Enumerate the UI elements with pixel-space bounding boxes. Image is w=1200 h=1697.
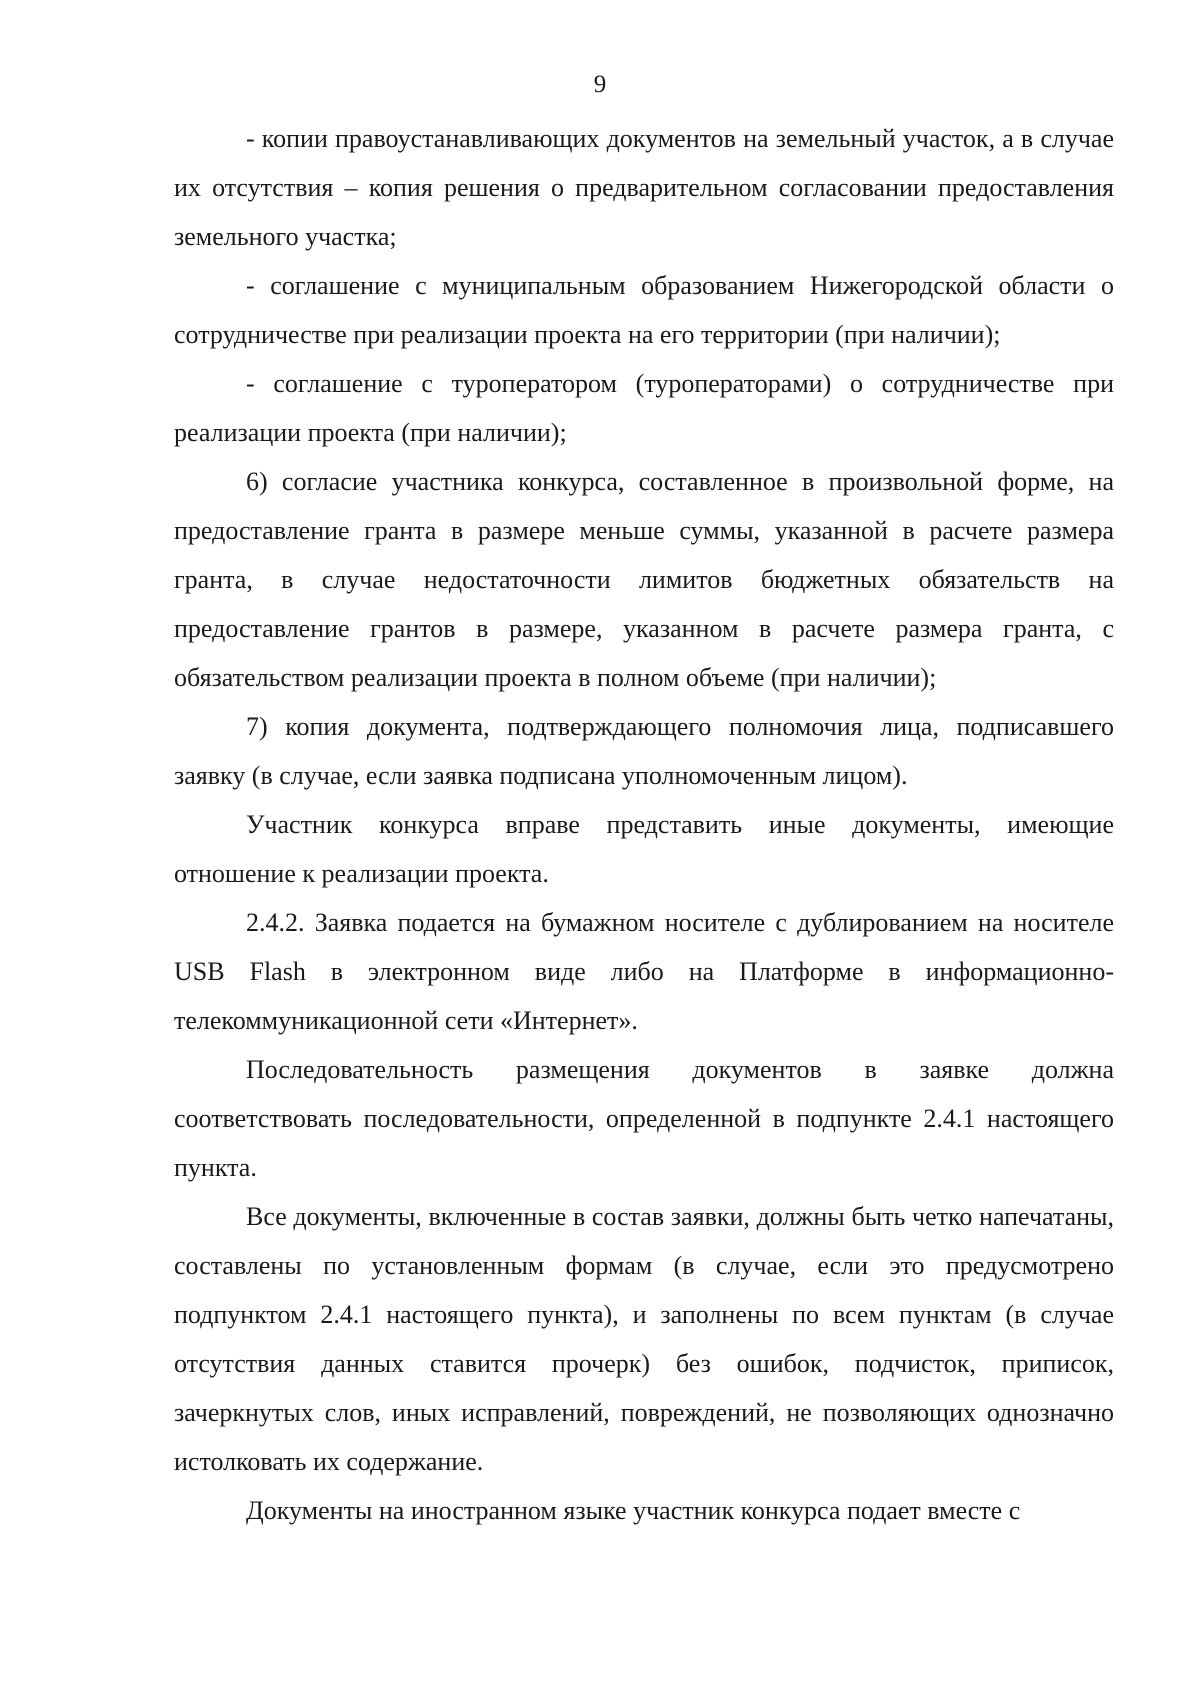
- paragraph-land-documents: - копии правоустанавливающих документов на земельный участок, а в случае их отсутствия – копия решения о предварительном согласовании предоставления земельного участка;: [174, 124, 1114, 251]
- paragraph-item-7-authority: 7) копия документа, подтверждающего полномочия лица, подписавшего заявку (в случае, если заявка подписана уполномоченным лицом).: [174, 712, 1114, 790]
- paragraph-item-6-consent: 6) согласие участника конкурса, составленное в произвольной форме, на предоставление гранта в размере меньше суммы, указанной в расчете размера гранта, в случае недостаточности лимитов бюджетных обязательств на предоставление грантов в размере, указанном в расчете размера гранта, с обязательством реализации проекта в полном объеме (при наличии);: [174, 467, 1114, 692]
- paragraph-2-4-2-submission: 2.4.2. Заявка подается на бумажном носителе с дублированием на носителе USB Flash в электронном виде либо на Платформе в информационно-телекоммуникационной сети «Интернет».: [174, 908, 1114, 1035]
- paragraph-tour-operator-agreement: - соглашение с туроператором (туроператорами) о сотрудничестве при реализации проекта (при наличии);: [174, 369, 1114, 447]
- paragraph-foreign-language: Документы на иностранном языке участник конкурса подает вместе с: [246, 1496, 1021, 1525]
- document-body: [174, 114, 1114, 1535]
- page-number: 9: [593, 71, 607, 98]
- paragraph-document-order: Последовательность размещения документов в заявке должна соответствовать последовательности, определенной в подпункте 2.4.1 настоящего пункта.: [174, 1055, 1114, 1182]
- paragraph-other-documents: Участник конкурса вправе представить иные документы, имеющие отношение к реализации проекта.: [174, 810, 1114, 888]
- paragraph-document-requirements: Все документы, включенные в состав заявки, должны быть четко напечатаны, составлены по установленным формам (в случае, если это предусмотрено подпунктом 2.4.1 настоящего пункта), и заполнены по всем пунктам (в случае отсутствия данных ставится прочерк) без ошибок, подчисток, приписок, зачеркнутых слов, иных исправлений, повреждений, не позволяющих однозначно истолковать их содержание.: [174, 1202, 1114, 1476]
- paragraph-municipal-agreement: - соглашение с муниципальным образованием Нижегородской области о сотрудничестве при реализации проекта на его территории (при наличии);: [174, 271, 1114, 349]
